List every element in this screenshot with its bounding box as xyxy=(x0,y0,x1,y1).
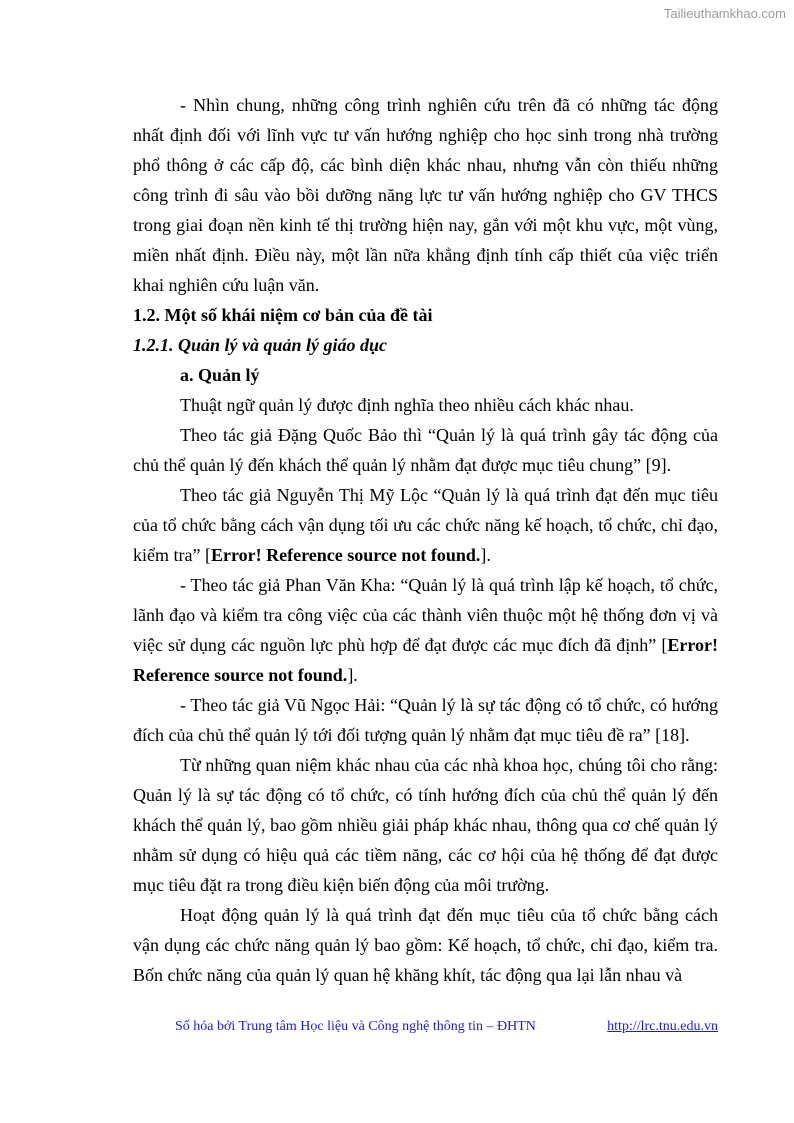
paragraph-nguyen-thi-my-loc xyxy=(133,480,718,570)
citation-text: Theo tác giả Nguyễn Thị Mỹ Lộc “Quản lý là quá trình đạt đến mục tiêu của tổ chức bằng cách vận dụng tối ưu các chức năng kế hoạch, tổ chức, chỉ đạo, kiểm tra” [ xyxy=(133,485,718,565)
page-footer xyxy=(175,1019,718,1035)
reference-error: Error! Reference source not found. xyxy=(133,635,718,685)
paragraph-definition-intro: Thuật ngữ quản lý được định nghĩa theo nhiều cách khác nhau. xyxy=(180,395,634,415)
paragraph-dang-quoc-bao: Theo tác giả Đặng Quốc Bảo thì “Quản lý là quá trình gây tác động của chủ thể quản lý đến khách thể quản lý nhằm đạt được mục tiêu chung” [9]. xyxy=(133,425,718,475)
subsection-heading-a: a. Quản lý xyxy=(180,365,260,385)
paragraph-conclusion: Từ những quan niệm khác nhau của các nhà khoa học, chúng tôi cho rằng: Quản lý là sự tác động có tổ chức, có tính hướng đích của chủ thể quản lý đến khách thể quản lý, bao gồm nhiều giải pháp khác nhau, thông qua cơ chế quản lý nhằm sử dụng có hiệu quả các tiềm năng, các cơ hội của hệ thống để đạt được mục tiêu đặt ra trong điều kiện biến động của môi trường. xyxy=(133,755,718,895)
citation-end: ]. xyxy=(480,545,491,565)
section-heading-1-2-1: 1.2.1. Quản lý và quản lý giáo dục xyxy=(133,335,388,355)
paragraph-summary: - Nhìn chung, những công trình nghiên cứu trên đã có những tác động nhất định đối với lĩnh vực tư vấn hướng nghiệp cho học sinh trong nhà trường phổ thông ở các cấp độ, các bình diện khác nhau, nhưng vẫn còn thiếu những công trình đi sâu vào bồi dưỡng năng lực tư vấn hướng nghiệp cho GV THCS trong giai đoạn nền kinh tế thị trường hiện nay, gắn với một khu vực, một vùng, miền nhất định. Điều này, một lần nữa khẳng định tính cấp thiết của việc triển khai nghiên cứu luận văn. xyxy=(133,95,718,295)
citation-text: - Theo tác giả Phan Văn Kha: “Quản lý là quá trình lập kế hoạch, tổ chức, lãnh đạo và kiểm tra công việc của các thành viên thuộc một hệ thống đơn vị và việc sử dụng các nguồn lực phù hợp để đạt được các mục đích đã định” [ xyxy=(133,575,718,655)
section-heading-1-2: 1.2. Một số khái niệm cơ bản của đề tài xyxy=(133,305,433,325)
watermark: Tailieuthamkhao.com xyxy=(663,6,786,21)
footer-credit: Số hóa bởi Trung tâm Học liệu và Công nghệ thông tin – ĐHTN xyxy=(175,1019,536,1034)
paragraph-management-activity: Hoạt động quản lý là quá trình đạt đến mục tiêu của tổ chức bằng cách vận dụng các chức năng quản lý bao gồm: Kế hoạch, tổ chức, chỉ đạo, kiểm tra. Bốn chức năng của quản lý quan hệ khăng khít, tác động qua lại lẫn nhau và xyxy=(133,905,718,985)
paragraph-phan-van-kha xyxy=(133,570,718,690)
citation-end: ]. xyxy=(347,665,358,685)
paragraph-vu-ngoc-hai: - Theo tác giả Vũ Ngọc Hải: “Quản lý là sự tác động có tổ chức, có hướng đích của chủ thể quản lý tới đối tượng quản lý nhằm đạt mục tiêu đề ra” [18]. xyxy=(133,695,718,745)
footer-link[interactable]: http://lrc.tnu.edu.vn xyxy=(607,1019,718,1034)
document-body xyxy=(133,90,718,990)
reference-error: Error! Reference source not found. xyxy=(210,545,481,565)
